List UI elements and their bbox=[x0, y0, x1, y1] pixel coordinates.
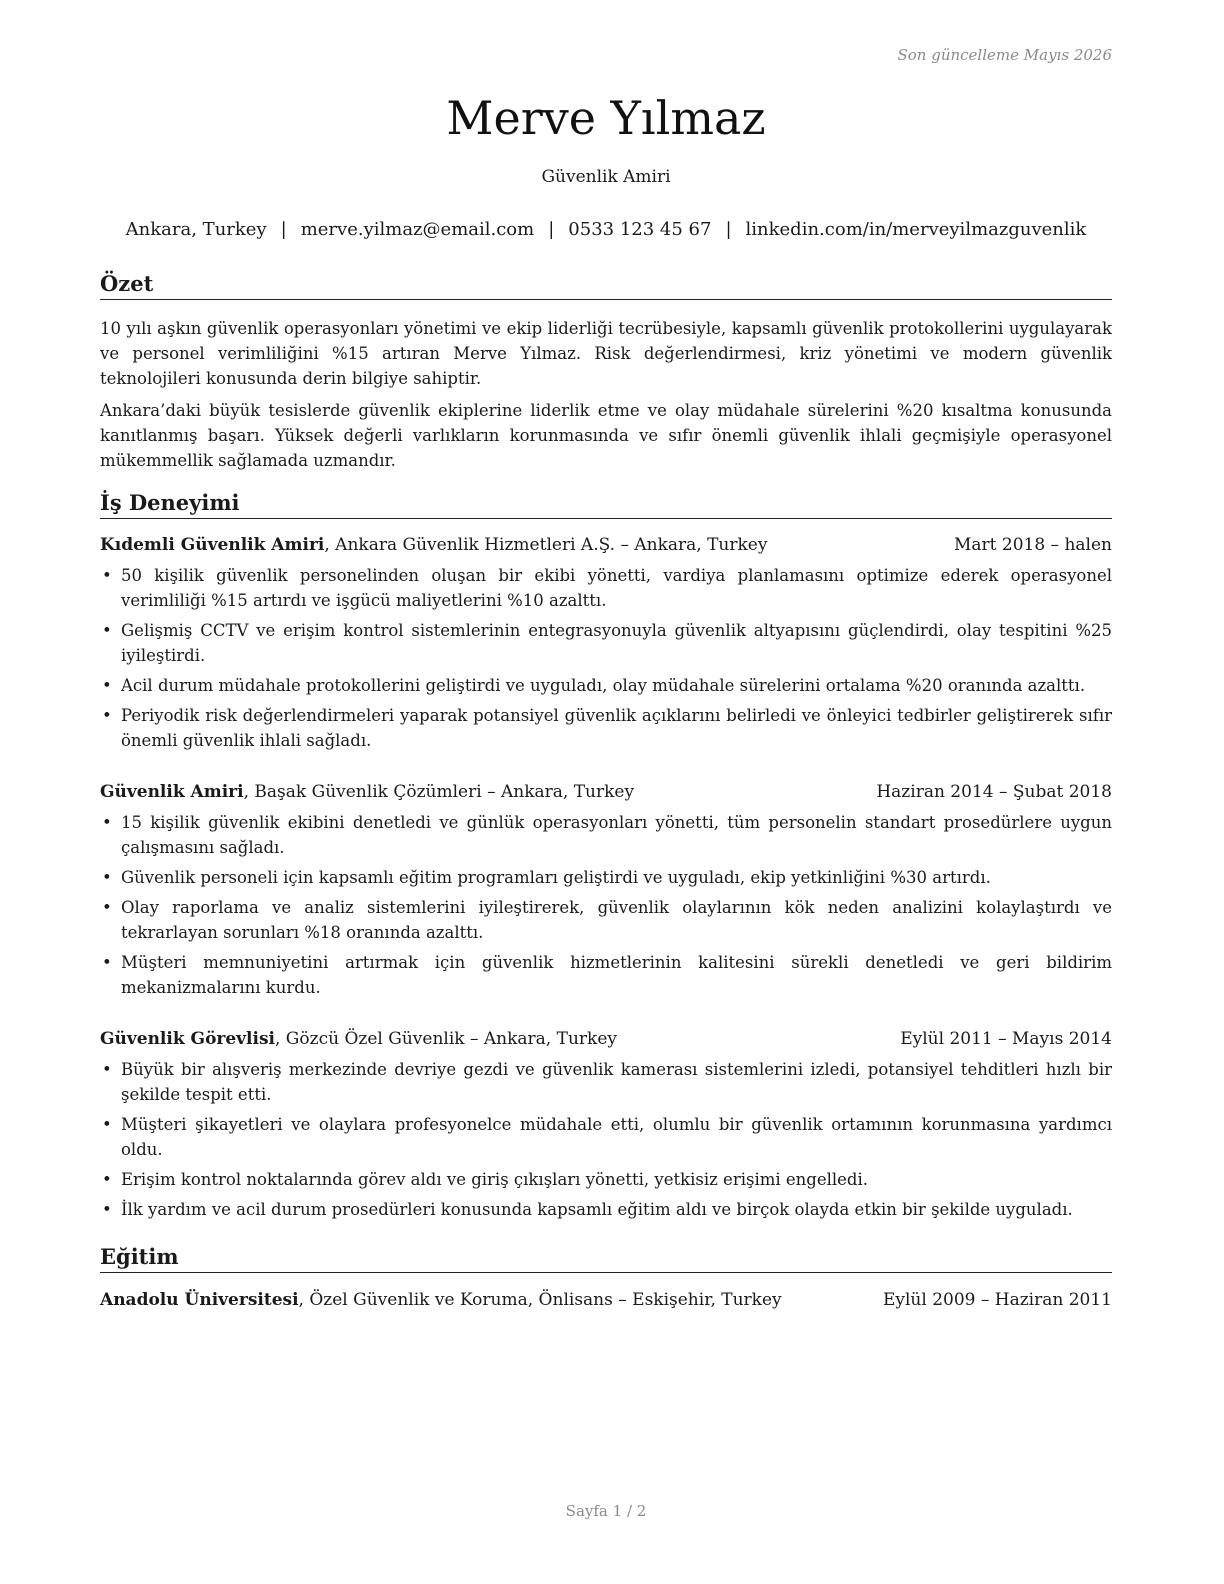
contact-phone[interactable]: 0533 123 45 67 bbox=[568, 219, 712, 240]
job-header bbox=[100, 780, 1112, 804]
job-header bbox=[100, 533, 1112, 557]
resume-page bbox=[100, 0, 1112, 1584]
job-title: Güvenlik Görevlisi bbox=[100, 1029, 275, 1049]
contact-separator: | bbox=[548, 219, 555, 240]
education-dates: Eylül 2009 – Haziran 2011 bbox=[882, 1290, 1112, 1310]
education-school: Anadolu Üniversitesi bbox=[100, 1290, 299, 1310]
contact-linkedin[interactable]: linkedin.com/in/merveyilmazguvenlik bbox=[745, 219, 1087, 240]
job-bullet: • Müşteri memnuniyetini artırmak için güvenlik hizmetlerinin kalitesini sürekli denetledi ve geri bildirim mekanizmalarını kurdu. bbox=[100, 950, 1112, 1000]
job-bullet: • Erişim kontrol noktalarında görev aldı ve giriş çıkışları yönetti, yetkisiz erişimi engelledi. bbox=[100, 1167, 1112, 1192]
job-bullet: • Güvenlik personeli için kapsamlı eğitim programları geliştirdi ve uyguladı, ekip yetkinliğini %30 artırdı. bbox=[100, 865, 1112, 890]
job-bullet: • Olay raporlama ve analiz sistemlerini iyileştirerek, güvenlik olaylarının kök neden analizini kolaylaştırdı ve tekrarlayan sorunları %18 oranında azalttı. bbox=[100, 895, 1112, 945]
page-number: Sayfa 1 / 2 bbox=[565, 1502, 647, 1520]
contact-separator: | bbox=[725, 219, 732, 240]
summary-paragraph: Ankara’daki büyük tesislerde güvenlik ekiplerine liderlik etme ve olay müdahale sürelerini %20 kısaltma konusunda kanıtlanmış başarı. Yüksek değerli varlıkların korunmasında ve sıfır önemli güvenlik ihlali geçmişiyle operasyonel mükemmellik sağlamada uzmandır. bbox=[100, 401, 1112, 470]
contact-line bbox=[100, 219, 1112, 240]
job-dates: Mart 2018 – halen bbox=[953, 535, 1112, 555]
job-bullet: • Gelişmiş CCTV ve erişim kontrol sistemlerinin entegrasyonuyla güvenlik altyapısını güçlendirdi, olay tespitini %25 iyileştirdi. bbox=[100, 618, 1112, 668]
section-title-summary: Özet bbox=[100, 270, 1112, 300]
job-title: Güvenlik Amiri bbox=[100, 782, 244, 802]
summary-paragraph: 10 yılı aşkın güvenlik operasyonları yönetimi ve ekip liderliği tecrübesiyle, kapsamlı güvenlik protokollerini uygulayarak ve personel verimliliğini %15 artıran Merve Yılmaz. Risk değerlendirmesi, kriz yönetimi ve modern güvenlik teknolojileri konusunda derin bilgiye sahiptir. bbox=[100, 319, 1112, 388]
contact-email[interactable]: merve.yilmaz@email.com bbox=[300, 219, 535, 240]
job-bullet: • Büyük bir alışveriş merkezinde devriye gezdi ve güvenlik kamerası sistemlerini izledi, potansiyel tehditleri hızlı bir şekilde tespit etti. bbox=[100, 1057, 1112, 1107]
contact-location: Ankara, Turkey bbox=[125, 219, 267, 240]
candidate-role: Güvenlik Amiri bbox=[541, 167, 671, 187]
job-dates: Eylül 2011 – Mayıs 2014 bbox=[900, 1029, 1112, 1049]
candidate-name: Merve Yılmaz bbox=[446, 91, 766, 145]
job-header bbox=[100, 1027, 1112, 1051]
job-bullet: • Acil durum müdahale protokollerini geliştirdi ve uyguladı, olay müdahale sürelerini ortalama %20 oranında azalttı. bbox=[100, 673, 1112, 698]
job-title: Kıdemli Güvenlik Amiri bbox=[100, 535, 325, 555]
job-bullet: • Müşteri şikayetleri ve olaylara profesyonelce müdahale etti, olumlu bir güvenlik ortamının korunmasına yardımcı oldu. bbox=[100, 1112, 1112, 1162]
job-bullet: • İlk yardım ve acil durum prosedürleri konusunda kapsamlı eğitim aldı ve birçok olayda etkin bir şekilde uyguladı. bbox=[100, 1197, 1112, 1222]
contact-separator: | bbox=[280, 219, 287, 240]
job-bullets bbox=[100, 1057, 1112, 1227]
job-bullet: • Periyodik risk değerlendirmeleri yaparak potansiyel güvenlik açıklarını belirledi ve önleyici tedbirler geliştirerek sıfır önemli güvenlik ihlali sağladı. bbox=[100, 703, 1112, 753]
section-title-education: Eğitim bbox=[100, 1243, 1112, 1273]
job-bullets bbox=[100, 563, 1112, 758]
last-updated: Son güncelleme Mayıs 2026 bbox=[897, 46, 1112, 64]
job-org: , Başak Güvenlik Çözümleri – Ankara, Turkey bbox=[243, 782, 635, 802]
job-org: , Ankara Güvenlik Hizmetleri A.Ş. – Ankara, Turkey bbox=[324, 535, 768, 555]
education-detail: , Özel Güvenlik ve Koruma, Önlisans – Eskişehir, Turkey bbox=[298, 1290, 782, 1310]
job-bullets bbox=[100, 810, 1112, 1005]
job-bullet: • 15 kişilik güvenlik ekibini denetledi ve günlük operasyonları yönetti, tüm personelin standart prosedürlere uygun çalışmasını sağladı. bbox=[100, 810, 1112, 860]
section-title-experience: İş Deneyimi bbox=[100, 489, 1112, 519]
job-dates: Haziran 2014 – Şubat 2018 bbox=[876, 782, 1112, 802]
education-entry bbox=[100, 1288, 1112, 1312]
job-bullet: • 50 kişilik güvenlik personelinden oluşan bir ekibi yönetti, vardiya planlamasını optimize ederek operasyonel verimliliği %15 artırdı ve işgücü maliyetlerini %10 azalttı. bbox=[100, 563, 1112, 613]
job-org: , Gözcü Özel Güvenlik – Ankara, Turkey bbox=[275, 1029, 617, 1049]
